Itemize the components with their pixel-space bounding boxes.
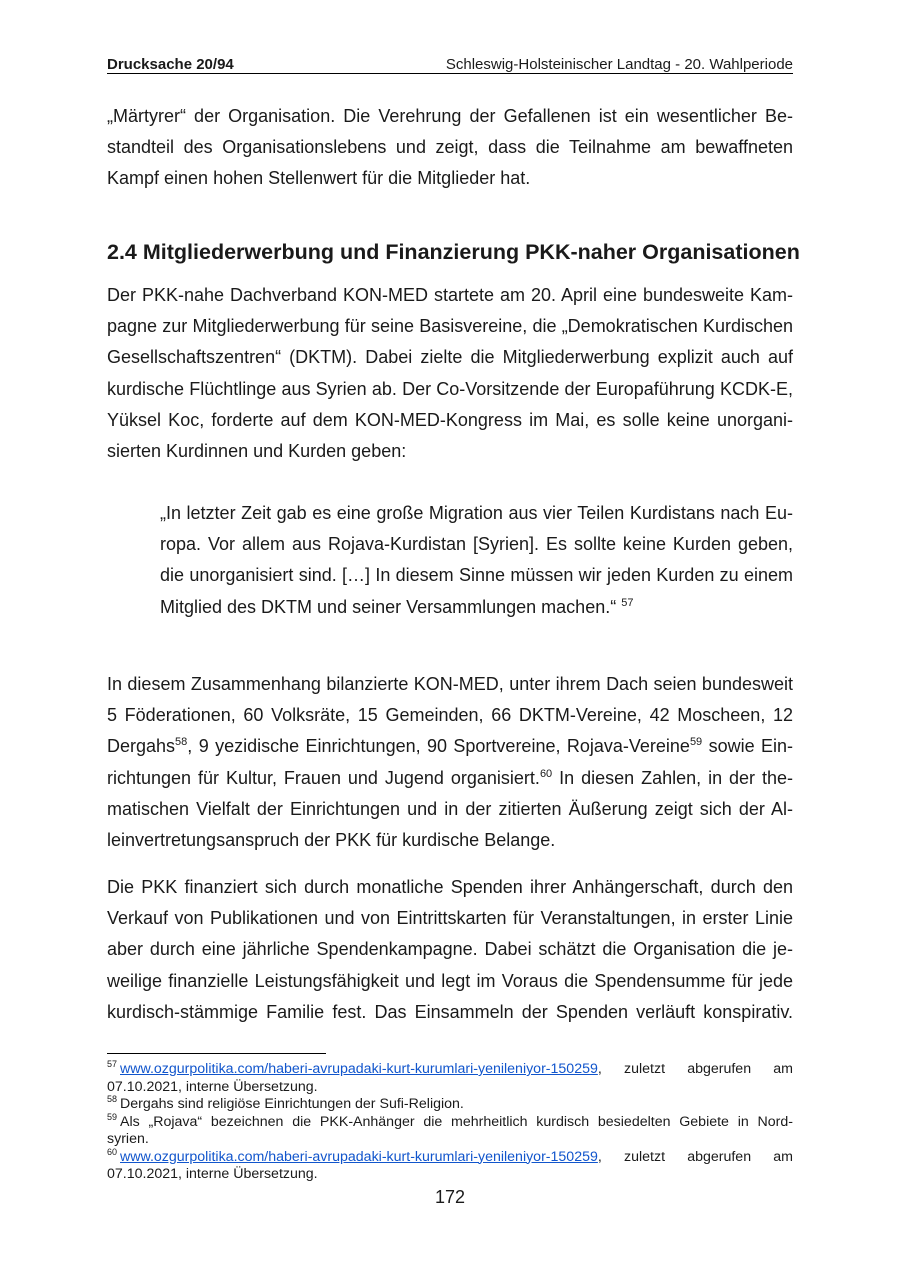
text-line: Der PKK-nahe Dachverband KON-MED startete am 20. April eine bundesweite Kam- [107, 285, 793, 305]
source-link[interactable]: www.ozgurpolitika.com/haberi-avrupadaki-kurt-kurumlari-yenileniyor-150259 [120, 1148, 598, 1165]
quote-line: „In letzter Zeit gab es eine große Migration aus vier Teilen Kurdistans nach Eu- [160, 503, 793, 523]
quote-line [160, 592, 793, 623]
footnote-ref-60[interactable]: 60 [539, 767, 553, 780]
text-line: Kampf einen hohen Stellenwert für die Mitglieder hat. [107, 168, 531, 189]
footnotes [107, 1061, 793, 1184]
page-number: 172 [434, 1187, 466, 1207]
footnote-line: 07.10.2021, interne Übersetzung. [107, 1078, 318, 1095]
quote-last-text: Mitglied des DKTM und seiner Versammlungen machen.“ [160, 596, 617, 617]
text-line: sierten Kurdinnen und Kurden geben: [107, 441, 407, 462]
parliament-title: Schleswig-Holsteinischer Landtag - 20. Wahlperiode [445, 56, 793, 73]
footnote-number: 60 [107, 1146, 118, 1157]
text-segment: Dergahs [107, 736, 176, 757]
text-line [107, 731, 793, 762]
text-segment: , 9 yezidische Einrichtungen, 90 Sportvereine, Rojava-Vereine [187, 736, 690, 757]
paragraph-recruitment [107, 280, 793, 467]
text-line: pagne zur Mitgliederwerbung für seine Basisvereine, die „Demokratischen Kurdischen [107, 316, 793, 337]
footnote-58 [107, 1096, 793, 1114]
text-segment: In diesen Zahlen, in der the- [552, 767, 793, 788]
text-line: Verkauf von Publikationen und von Eintrittskarten für Veranstaltungen, in erster Linie [107, 908, 793, 929]
footnote-ref-58[interactable]: 58 [175, 736, 188, 749]
footnote-number: 59 [107, 1111, 118, 1122]
footnote-text: Als „Rojava“ bezeichnen die PKK-Anhänger die mehrheitlich kurdisch besiedelten Gebiete in Nord- [120, 1113, 793, 1130]
text-line: 5 Föderationen, 60 Volksräte, 15 Gemeinden, 66 DKTM-Vereine, 42 Moscheen, 12 [107, 705, 793, 726]
text-line: standteil des Organisationslebens und zeigt, dass die Teilnahme am bewaffneten [107, 137, 793, 158]
footnote-number: 58 [107, 1094, 118, 1105]
footnote-line [107, 1096, 793, 1114]
quote-line: die unorganisiert sind. […] In diesem Sinne müssen wir jeden Kurden zu einem [160, 565, 793, 586]
text-line: kurdische Flüchtlinge aus Syrien ab. Der Co-Vorsitzende der Europaführung KCDK-E, [107, 378, 793, 399]
footnote-59 [107, 1111, 793, 1149]
paragraph-financing [107, 872, 793, 1028]
page-header [107, 54, 793, 74]
text-line: Die PKK finanziert sich durch monatliche Spenden ihrer Anhängerschaft, durch den [107, 877, 793, 897]
text-line: kurdisch-stämmige Familie fest. Das Einsammeln der Spenden verläuft konspirativ. [107, 1001, 793, 1022]
footnote-line: 07.10.2021, interne Übersetzung. [107, 1166, 318, 1182]
footnote-line: syrien. [107, 1131, 149, 1147]
text-segment: richtungen für Kultur, Frauen und Jugend organisiert. [107, 767, 540, 788]
block-quote [160, 498, 793, 623]
footnote-ref-59[interactable]: 59 [689, 736, 703, 749]
text-line: In diesem Zusammenhang bilanzierte KON-MED, unter ihrem Dach seien bundesweit [107, 674, 793, 694]
text-line: Gesellschaftszentren“ (DKTM). Dabei zielte die Mitgliederwerbung explizit auch auf [107, 347, 793, 368]
document-page [107, 0, 800, 1273]
text-line: „Märtyrer“ der Organisation. Die Verehrung der Gefallenen ist ein wesentlicher Be- [107, 106, 793, 126]
footnote-text: , zuletzt abgerufen am [597, 1061, 793, 1077]
text-line: matischen Vielfalt der Einrichtungen und in der zitierten Äußerung zeigt sich der Al- [107, 798, 793, 819]
footnote-60 [107, 1146, 793, 1184]
text-line [107, 763, 793, 794]
text-line: aber durch eine jährliche Spendenkampagne. Dabei schätzt die Organisation die je- [107, 939, 793, 960]
footnote-line [107, 1061, 793, 1079]
footnote-line [107, 1111, 793, 1132]
quote-line: ropa. Vor allem aus Rojava-Kurdistan [Syrien]. Es sollte keine Kurden geben, [160, 534, 793, 555]
text-line: weilige finanzielle Leistungsfähigkeit und legt im Voraus die Spendensumme für jede [107, 970, 793, 991]
document-number: Drucksache 20/94 [107, 56, 234, 73]
footnote-ref-57[interactable]: 57 [621, 596, 634, 609]
section-heading: 2.4 Mitgliederwerbung und Finanzierung PKK-naher Organisationen [107, 240, 800, 264]
paragraph-kon-med-statistics [107, 669, 793, 856]
footnote-text: , zuletzt abgerufen am [597, 1148, 793, 1165]
footnote-text: Dergahs sind religiöse Einrichtungen der Sufi-Religion. [120, 1096, 464, 1112]
footnote-number: 57 [107, 1059, 118, 1070]
paragraph-martyrs [107, 101, 793, 195]
source-link[interactable]: www.ozgurpolitika.com/haberi-avrupadaki-kurt-kurumlari-yenileniyor-150259 [120, 1061, 598, 1077]
text-line: leinvertretungsanspruch der PKK für kurdische Belange. [107, 830, 556, 851]
footnote-57 [107, 1061, 793, 1096]
text-line: Yüksel Koc, forderte auf dem KON-MED-Kongress im Mai, es solle keine unorgani- [107, 409, 793, 430]
footnote-line [107, 1146, 793, 1167]
footnote-divider [107, 1053, 326, 1054]
text-segment: sowie Ein- [702, 736, 793, 757]
